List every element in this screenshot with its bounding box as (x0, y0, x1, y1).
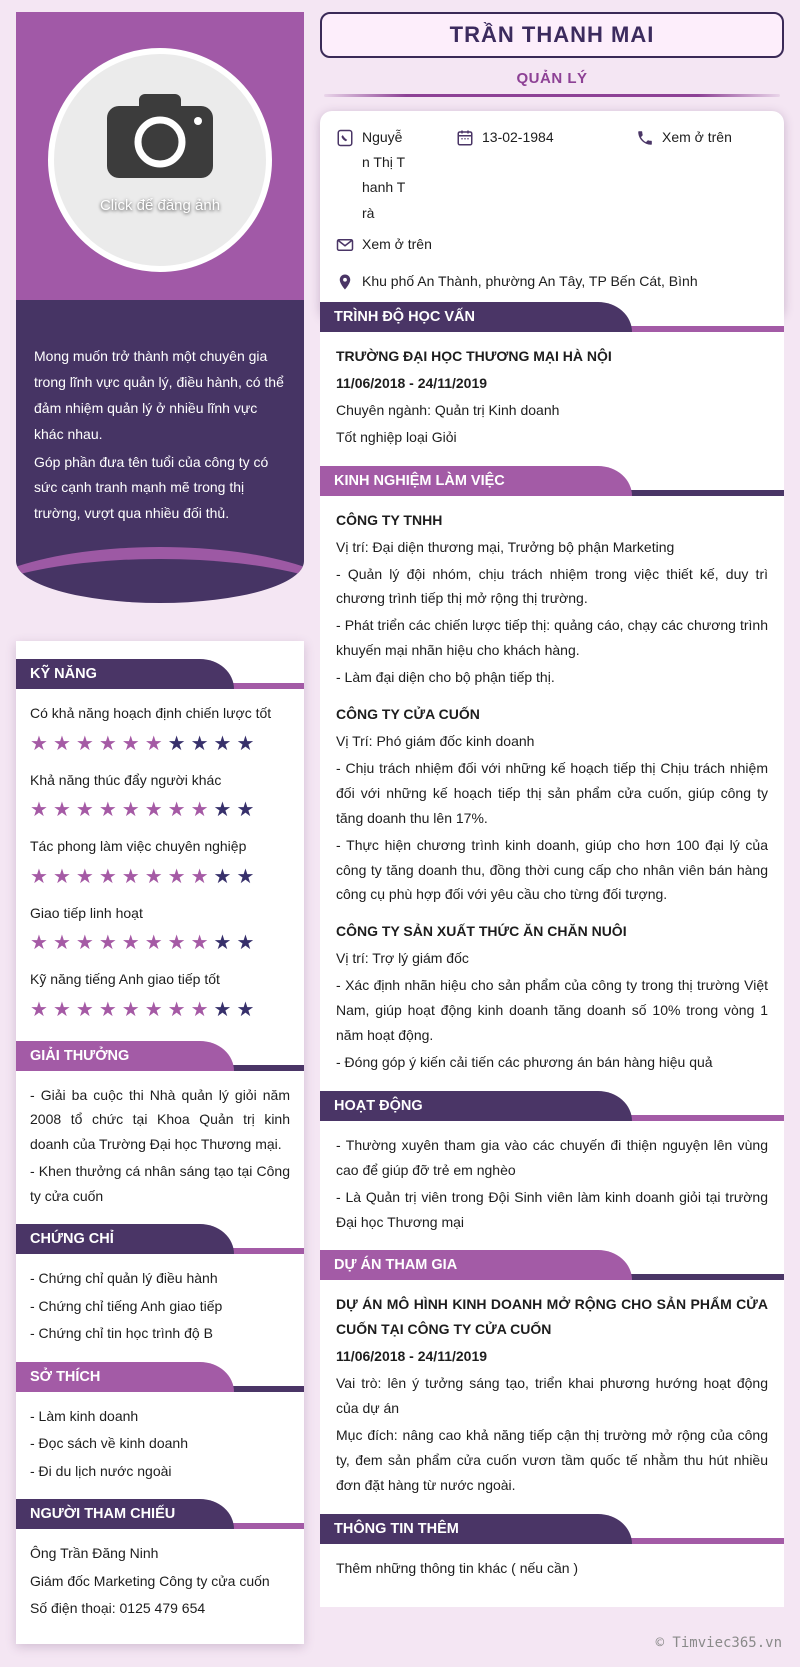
experience-entry (336, 508, 768, 690)
star-icon: ★ (236, 865, 260, 888)
star-icon: ★ (236, 799, 260, 822)
references-section (30, 1499, 290, 1621)
position-line: Vị Trí: Phó giám đốc kinh doanh (336, 733, 535, 749)
star-icon: ★ (190, 799, 214, 822)
experience-entry (336, 919, 768, 1074)
star-rating (30, 995, 290, 1025)
hobbies-section (30, 1362, 290, 1484)
star-icon: ★ (75, 998, 99, 1021)
sidebar (16, 12, 304, 1644)
text-line: - Là Quản trị viên trong Đội Sinh viên làm kinh doanh giỏi tại trường Đại học Thương mại (336, 1188, 768, 1230)
text-line: Tốt nghiệp loại Giỏi (336, 428, 457, 445)
header-tail (200, 1041, 234, 1071)
project-period: 11/06/2018 - 24/11/2019 (336, 1348, 488, 1365)
skill-label: Có khả năng hoạch định chiến lược tốt (30, 705, 272, 722)
contact-email-item (336, 232, 768, 257)
text-line: Mục đích: nâng cao khả năng tiếp cận thị trường mở rộng của công ty, đem sản phẩm cửa cuốn vươn tầm quốc tế nhằm thu hút nhiều đơn đặt hàng từ nước ngoài. (336, 1426, 768, 1493)
activities-entry (336, 1133, 768, 1235)
certificates-section (30, 1224, 290, 1346)
sidebar-card (16, 641, 304, 1644)
skill-item (30, 768, 290, 826)
section-header (320, 302, 784, 332)
candidate-name: TRẦN THANH MAI (320, 12, 784, 58)
photo-upload-label: Click để đăng ảnh (99, 197, 221, 214)
star-icon: ★ (121, 732, 145, 755)
contact-email-value: Xem ở trên (362, 235, 432, 252)
contact-card (320, 111, 784, 318)
star-icon: ★ (167, 732, 191, 755)
header-tail (200, 659, 234, 689)
section-header (16, 1224, 304, 1254)
star-icon: ★ (121, 799, 145, 822)
bullet-line: - Thực hiện chương trình kinh doanh, giúp cho hơn 100 đại lý của công ty tăng doanh thu, đồng thời cung cấp cho nhân viên bán hàng công cụ phù hợp đối với yêu cầu cho từng đối tượng. (336, 836, 768, 903)
company-name: CÔNG TY CỬA CUỐN (336, 706, 480, 723)
star-icon: ★ (30, 998, 53, 1021)
watermark: © Timviec365.vn (655, 1635, 782, 1651)
star-icon: ★ (167, 932, 191, 955)
skills-section (30, 659, 290, 1025)
phone-icon (636, 129, 654, 147)
skill-item (30, 901, 290, 959)
skill-label: Tác phong làm việc chuyên nghiệp (30, 838, 247, 855)
star-icon: ★ (213, 932, 237, 955)
star-rating (30, 928, 290, 958)
activities-section (320, 1091, 784, 1235)
star-icon: ★ (144, 799, 168, 822)
star-icon: ★ (98, 932, 122, 955)
star-icon: ★ (167, 865, 191, 888)
star-icon: ★ (190, 932, 214, 955)
star-icon: ★ (144, 865, 168, 888)
star-icon: ★ (98, 998, 122, 1021)
section-title: NGƯỜI THAM CHIẾU (16, 1499, 200, 1529)
star-rating (30, 729, 290, 759)
contact-name-item (336, 125, 456, 226)
text-line: - Đọc sách về kinh doanh (30, 1435, 188, 1452)
star-icon: ★ (190, 732, 214, 755)
star-icon: ★ (236, 998, 260, 1021)
star-icon: ★ (52, 799, 76, 822)
candidate-role: QUẢN LÝ (516, 70, 588, 87)
company-name: CÔNG TY TNHH (336, 511, 443, 528)
location-pin-icon (336, 273, 354, 291)
text-line: Chuyên ngành: Quản trị Kinh doanh (336, 401, 560, 418)
bullet-line: - Làm đại diện cho bộ phận tiếp thị. (336, 669, 555, 686)
position-line: Vị trí: Đại diện thương mại, Trưởng bộ phận Marketing (336, 538, 675, 555)
company-name: CÔNG TY SẢN XUẤT THỨC ĂN CHĂN NUÔI (336, 923, 627, 940)
header-tail (598, 1091, 632, 1121)
header-tail (200, 1499, 234, 1529)
text-line: Thêm những thông tin khác ( nếu cần ) (336, 1559, 579, 1576)
star-icon: ★ (144, 998, 168, 1021)
section-header (320, 1514, 784, 1544)
education-period: 11/06/2018 - 24/11/2019 (336, 375, 488, 392)
school-name: TRƯỜNG ĐẠI HỌC THƯƠNG MẠI HÀ NỘI (336, 348, 612, 365)
objective-line: Mong muốn trở thành một chuyên gia trong lĩnh vực quản lý, điều hành, có thể đảm nhiệm quản lý ở nhiều lĩnh vực khác nhau. (34, 348, 284, 442)
role-divider (324, 94, 780, 97)
star-icon: ★ (236, 932, 260, 955)
star-icon: ★ (30, 732, 53, 755)
education-section (320, 302, 784, 450)
bullet-line: - Quản lý đội nhóm, chịu trách nhiệm trong việc thiết kế, duy trì chương trình tiếp thị mở rộng thị trường. (336, 565, 768, 607)
star-icon: ★ (75, 865, 99, 888)
text-line: Số điện thoại: 0125 479 654 (30, 1600, 206, 1617)
section-header (16, 1041, 304, 1071)
project-entry (336, 1292, 768, 1497)
section-title: GIẢI THƯỞNG (16, 1041, 200, 1071)
contact-address-item (336, 269, 768, 294)
education-entry (336, 344, 768, 450)
contact-name-value: Nguyễn Thị Thanh Trà (362, 129, 406, 221)
text-line: - Đi du lịch nước ngoài (30, 1462, 172, 1479)
star-icon: ★ (213, 865, 237, 888)
skill-label: Khả năng thúc đẩy người khác (30, 771, 222, 788)
photo-upload-button[interactable] (48, 48, 272, 272)
header-tail (598, 302, 632, 332)
text-line: - Giải ba cuộc thi Nhà quản lý giỏi năm 2008 tổ chức tại Khoa Quản trị kinh doanh của Trường Đại học Thương mại. (30, 1086, 290, 1152)
star-icon: ★ (144, 932, 168, 955)
additional-entry (336, 1556, 768, 1581)
text-line: - Chứng chỉ tin học trình độ B (30, 1325, 213, 1342)
skill-item (30, 701, 290, 759)
section-title: DỰ ÁN THAM GIA (320, 1250, 598, 1280)
star-icon: ★ (213, 998, 237, 1021)
contact-icon (336, 129, 354, 147)
header-tail (598, 1514, 632, 1544)
contact-phone-value: Xem ở trên (662, 129, 732, 145)
star-icon: ★ (30, 799, 53, 822)
bullet-line: - Phát triển các chiến lược tiếp thị: quảng cáo, chạy các chương trình khuyến mại nhãn hiệu cho khách hàng. (336, 617, 768, 659)
star-icon: ★ (144, 732, 168, 755)
contact-address-value: Khu phố An Thành, phường An Tây, TP Bến Cát, Bình (362, 272, 698, 289)
star-icon: ★ (190, 998, 214, 1021)
star-icon: ★ (121, 932, 145, 955)
bullet-line: - Chịu trách nhiệm đối với những kế hoạch tiếp thị Chịu trách nhiệm đối với những kế hoạch tiếp thị sản phẩm cửa cuốn, giúp công ty tăng doanh thu lên 17%. (336, 759, 768, 826)
star-icon: ★ (167, 998, 191, 1021)
section-title: TRÌNH ĐỘ HỌC VẤN (320, 302, 598, 332)
star-icon: ★ (121, 865, 145, 888)
section-title: SỞ THÍCH (16, 1362, 200, 1392)
section-title: CHỨNG CHỈ (16, 1224, 200, 1254)
star-icon: ★ (75, 932, 99, 955)
text-line: Giám đốc Marketing Công ty cửa cuốn (30, 1572, 270, 1589)
star-rating (30, 795, 290, 825)
section-title: KỸ NĂNG (16, 659, 200, 689)
star-icon: ★ (190, 865, 214, 888)
header-tail (200, 1362, 234, 1392)
star-rating (30, 862, 290, 892)
camera-icon (101, 88, 219, 184)
star-icon: ★ (213, 799, 237, 822)
text-line: - Thường xuyên tham gia vào các chuyến đi thiện nguyện lên vùng cao để giúp đỡ trẻ em nghèo (336, 1136, 768, 1178)
text-line: Vai trò: lên ý tưởng sáng tạo, triển khai phương hướng hoạt động của dự án (336, 1375, 768, 1417)
star-icon: ★ (30, 932, 53, 955)
star-icon: ★ (236, 732, 260, 755)
star-icon: ★ (52, 732, 76, 755)
star-icon: ★ (52, 865, 76, 888)
header-tail (598, 1250, 632, 1280)
projects-section (320, 1250, 784, 1497)
additional-info-section (320, 1514, 784, 1581)
star-icon: ★ (121, 998, 145, 1021)
experience-entry (336, 702, 768, 907)
calendar-icon (456, 129, 474, 147)
skill-label: Giao tiếp linh hoạt (30, 904, 143, 921)
contact-dob-item (456, 125, 636, 150)
header-tail (598, 466, 632, 496)
star-icon: ★ (52, 998, 76, 1021)
star-icon: ★ (52, 932, 76, 955)
star-icon: ★ (30, 865, 53, 888)
section-header (320, 1250, 784, 1280)
star-icon: ★ (98, 865, 122, 888)
bullet-line: - Đóng góp ý kiến cải tiến các phương án bán hàng hiệu quả (336, 1053, 713, 1070)
section-header (16, 1499, 304, 1529)
text-line: - Khen thưởng cá nhân sáng tạo tại Công ty cửa cuốn (30, 1163, 290, 1204)
skill-item (30, 967, 290, 1025)
contact-phone-item (636, 125, 732, 150)
contact-dob-value: 13-02-1984 (482, 129, 554, 145)
section-header (16, 1362, 304, 1392)
skill-item (30, 834, 290, 892)
text-line: - Chứng chỉ quản lý điều hành (30, 1270, 218, 1287)
section-title: KINH NGHIỆM LÀM VIỆC (320, 466, 598, 496)
objective-line: Góp phần đưa tên tuổi của công ty có sức cạnh tranh mạnh mẽ trong thị trường, vượt qua nhiều đối thủ. (34, 453, 269, 522)
section-title: HOẠT ĐỘNG (320, 1091, 598, 1121)
photo-area (16, 12, 304, 300)
section-header (16, 659, 304, 689)
section-title: THÔNG TIN THÊM (320, 1514, 598, 1544)
main-panel (320, 302, 784, 1606)
star-icon: ★ (98, 732, 122, 755)
skill-label: Kỹ năng tiếng Anh giao tiếp tốt (30, 971, 220, 988)
experience-section (320, 466, 784, 1075)
mail-icon (336, 236, 354, 254)
star-icon: ★ (75, 799, 99, 822)
awards-section (30, 1041, 290, 1209)
bullet-line: - Xác định nhãn hiệu cho sản phẩm của công ty trong thị trường Việt Nam, giúp hoạt động kinh doanh tăng doanh số 10% trong vòng 1 năm hoạt động. (336, 977, 768, 1043)
star-icon: ★ (167, 799, 191, 822)
text-line: - Làm kinh doanh (30, 1407, 139, 1424)
star-icon: ★ (75, 732, 99, 755)
header-tail (200, 1224, 234, 1254)
text-line: - Chứng chỉ tiếng Anh giao tiếp (30, 1297, 223, 1314)
career-objective (16, 300, 304, 603)
star-icon: ★ (213, 732, 237, 755)
project-title: DỰ ÁN MÔ HÌNH KINH DOANH MỞ RỘNG CHO SẢN PHẨM CỬA CUỐN TẠI CÔNG TY CỬA CUỐN (336, 1296, 768, 1338)
main-column (320, 12, 784, 1607)
star-icon: ★ (98, 799, 122, 822)
position-line: Vị trí: Trợ lý giám đốc (336, 950, 469, 967)
section-header (320, 1091, 784, 1121)
section-header (320, 466, 784, 496)
text-line: Ông Trần Đăng Ninh (30, 1545, 159, 1562)
